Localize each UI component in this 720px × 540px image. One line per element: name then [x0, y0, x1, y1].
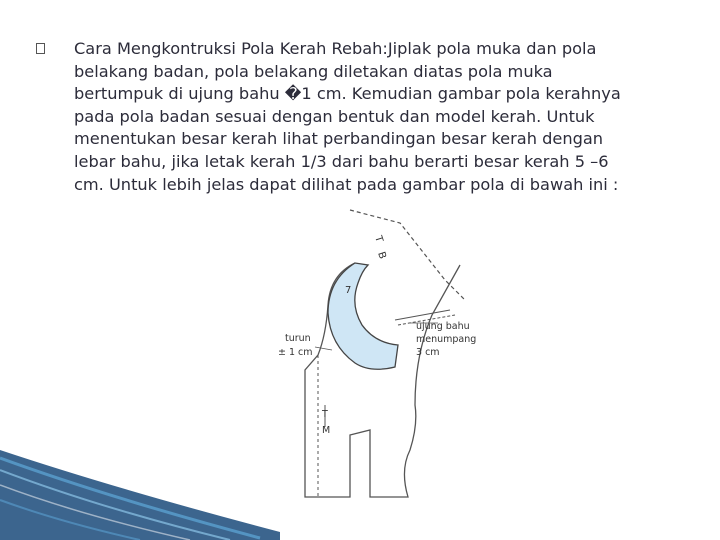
body-paragraph — [74, 38, 694, 196]
text-line: belakang badan, pola belakang diletakan diatas pola muka — [74, 61, 553, 81]
label-tb: B — [375, 250, 388, 261]
label-menumpang: menumpang — [416, 334, 477, 345]
label-turun-cm: ± 1 cm — [278, 347, 313, 358]
text-line: cm. Untuk lebih jelas dapat dilihat pada gambar pola di bawah ini : — [74, 174, 619, 194]
decorative-wave — [0, 450, 280, 540]
collar-shape — [328, 263, 398, 369]
label-7: 7 — [345, 285, 352, 296]
label-tb: T — [372, 234, 385, 244]
text-line: pada pola badan sesuai dengan bentuk dan model kerah. Untuk — [74, 106, 595, 126]
text-line: lebar bahu, jika letak kerah 1/3 dari bahu berarti besar kerah 5 –6 — [74, 151, 609, 171]
text-line: menentukan besar kerah lihat perbandingan besar kerah dengan — [74, 129, 604, 149]
collar-pattern-diagram — [250, 205, 490, 505]
front-body-outline — [305, 263, 460, 497]
text-line: bertumpuk di ujung bahu �1 cm. Kemudian gambar pola kerahnya — [74, 84, 621, 104]
text-line: Cara Mengkontruksi Pola Kerah Rebah:Jiplak pola muka dan pola — [74, 39, 597, 58]
bullet-icon — [36, 43, 45, 54]
leader-line — [315, 347, 332, 350]
shoulder-line — [395, 310, 450, 320]
label-ujung-bahu: ujung bahu — [416, 321, 470, 332]
label-turun: turun — [285, 333, 311, 344]
label-3cm: 3 cm — [416, 347, 440, 358]
label-m: M — [322, 425, 331, 436]
label-t: T — [322, 409, 328, 420]
